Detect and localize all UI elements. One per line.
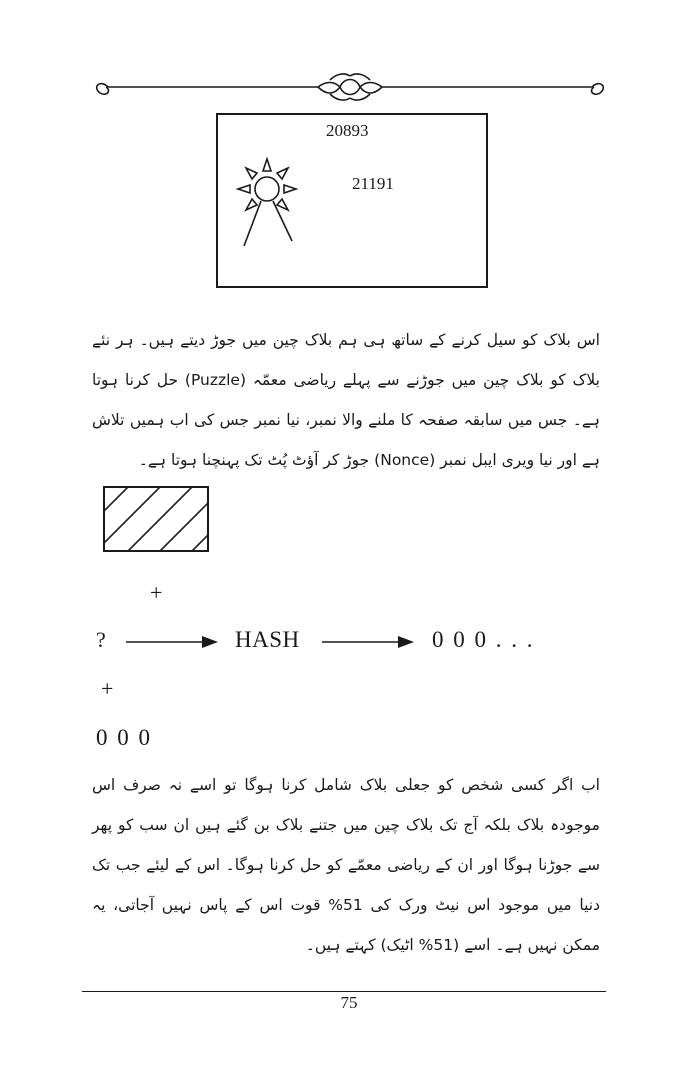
arrow-right-icon (126, 633, 218, 651)
plus-sign: + (101, 676, 114, 701)
paragraph-1: اس بلاک کو سیل کرنے کے ساتھ ہی ہم بلاک چین میں جوڑ دیتے ہیں۔ ہر نئے بلاک کو بلاک چین میں جوڑنے سے پہلے ریاضی معمّہ (Puzzle) حل کرنا ہوتا ہے۔ جس میں سابقہ صفحہ کا ملنے والا نمبر، نیا نمبر جس کی اب ہمیں تلاش ہے اور نیا ویری ایبل نمبر (Nonce) جوڑ کر آؤٹ پُٹ تک پہنچنا ہوتا ہے۔ (92, 331, 600, 469)
figure-number-middle: 21191 (352, 174, 394, 193)
paragraph-2: اب اگر کسی شخص کو جعلی بلاک شامل کرنا ہوگا تو اسے نہ صرف اس موجودہ بلاک بلکہ آج تک بلاک چین میں جتنے بلاک بن گئے ہیں ان سب کو پھر سے جوڑنا ہوگا اور ان کے ریاضی معمّے کو حل کرنا ہوگا۔ اس کے لیئے جب تک دنیا میں موجود اس نیٹ ورک کی 51% قوت اس کے پاس نہیں آجاتی، یہ ممکن نہیں ہے۔ اسے (51% اٹیک) کہتے ہیں۔ (92, 776, 600, 954)
hash-output: 0 0 0 . . . (432, 627, 535, 652)
figure-number-top: 20893 (326, 121, 369, 140)
header-ornament (90, 70, 610, 104)
plus-sign: + (150, 580, 163, 605)
page-number: 75 (340, 993, 358, 1012)
hatched-block-icon (103, 486, 209, 552)
input-question-mark: ? (96, 627, 106, 652)
hash-label: HASH (235, 627, 300, 652)
footer-divider (82, 991, 606, 992)
arrow-right-icon (322, 633, 414, 651)
nonce-zeros: 0 0 0 (96, 725, 152, 750)
sun-icon (232, 153, 302, 249)
